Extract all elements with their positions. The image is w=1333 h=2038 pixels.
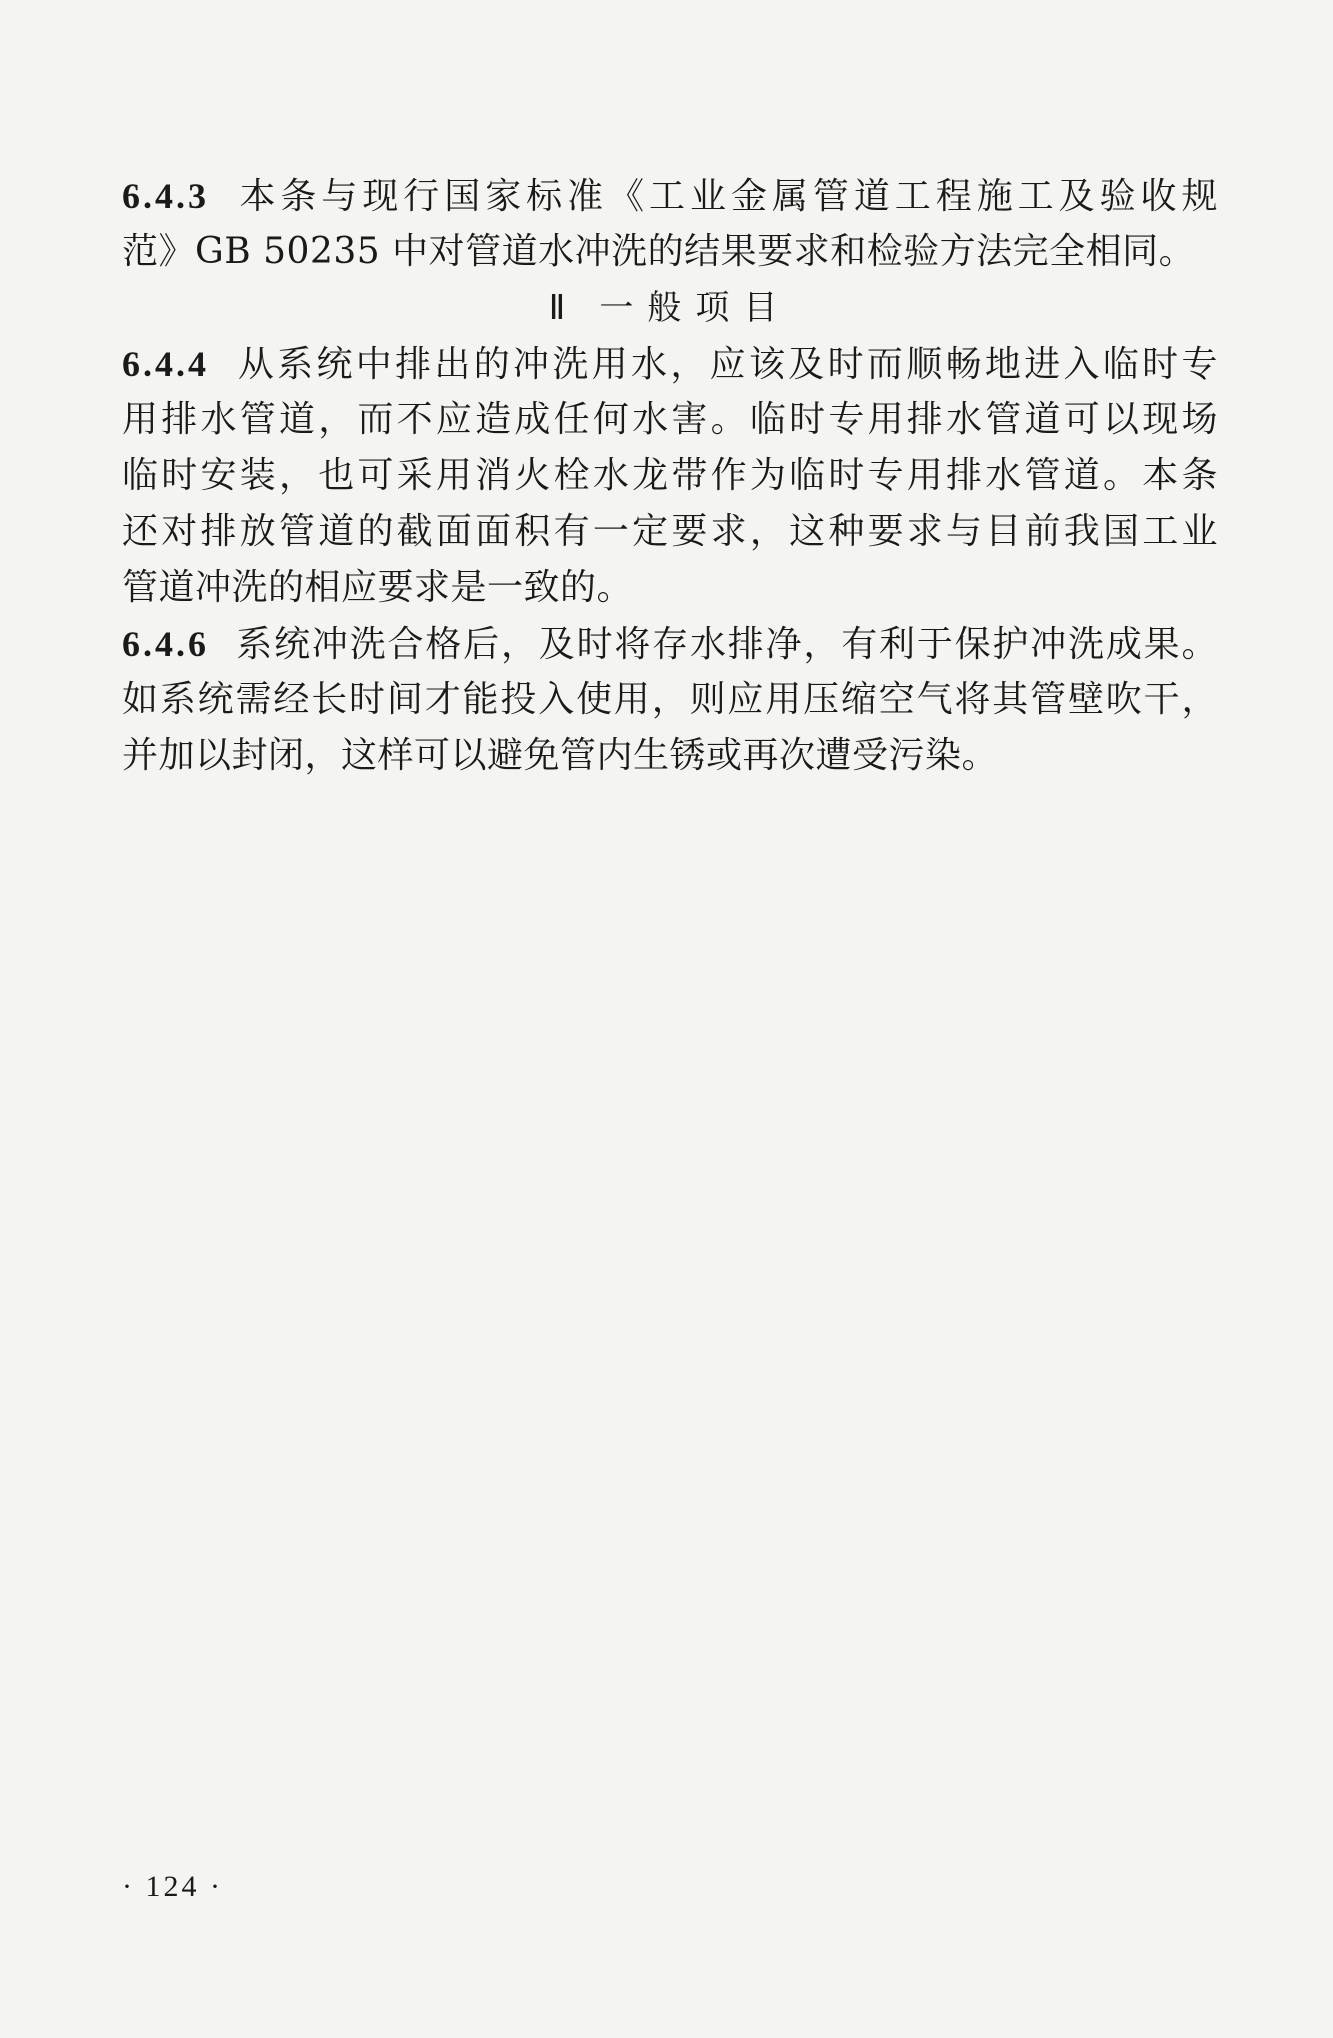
clause-6-4-3-line-2 [122, 224, 1218, 280]
clause-text: 并加以封闭，这样可以避免管内生锈或再次遭受污染。 [122, 735, 999, 776]
clause-6-4-6-line-3 [122, 728, 1218, 784]
clause-text: 范》GB 50235 中对管道水冲洗的结果要求和检验方法完全相同。 [122, 231, 1196, 272]
clause-text: 系统冲洗合格后，及时将存水排净，有利于保护冲洗成果。 [235, 624, 1218, 665]
clause-6-4-4-line-5 [122, 560, 1218, 616]
page-number: · 124 · [122, 1870, 223, 1903]
section-title: 一般项目 [599, 288, 792, 328]
clause-text: 如系统需经长时间才能投入使用，则应用压缩空气将其管壁吹干， [122, 679, 1218, 720]
clause-text: 本条与现行国家标准《工业金属管道工程施工及验收规 [235, 176, 1218, 217]
section-heading [122, 280, 1218, 336]
clause-number: 6.4.6 [122, 624, 209, 664]
clause-text: 还对排放管道的截面面积有一定要求，这种要求与目前我国工业 [122, 511, 1218, 552]
page-body [122, 168, 1218, 784]
section-numeral: Ⅱ [548, 290, 566, 327]
clause-text: 管道冲洗的相应要求是一致的。 [122, 567, 634, 608]
clause-number: 6.4.3 [122, 176, 209, 216]
clause-6-4-4-line-1 [122, 336, 1218, 392]
clause-6-4-6-line-1 [122, 616, 1218, 672]
clause-6-4-4-line-3 [122, 448, 1218, 504]
clause-text: 用排水管道，而不应造成任何水害。临时专用排水管道可以现场 [122, 399, 1218, 440]
clause-number: 6.4.4 [122, 344, 209, 384]
clause-6-4-4-line-4 [122, 504, 1218, 560]
clause-text: 临时安装，也可采用消火栓水龙带作为临时专用排水管道。本条 [122, 455, 1218, 496]
clause-6-4-4-line-2 [122, 392, 1218, 448]
clause-6-4-3-line-1 [122, 168, 1218, 224]
clause-6-4-6-line-2 [122, 672, 1218, 728]
clause-text: 从系统中排出的冲洗用水，应该及时而顺畅地进入临时专 [235, 344, 1218, 385]
